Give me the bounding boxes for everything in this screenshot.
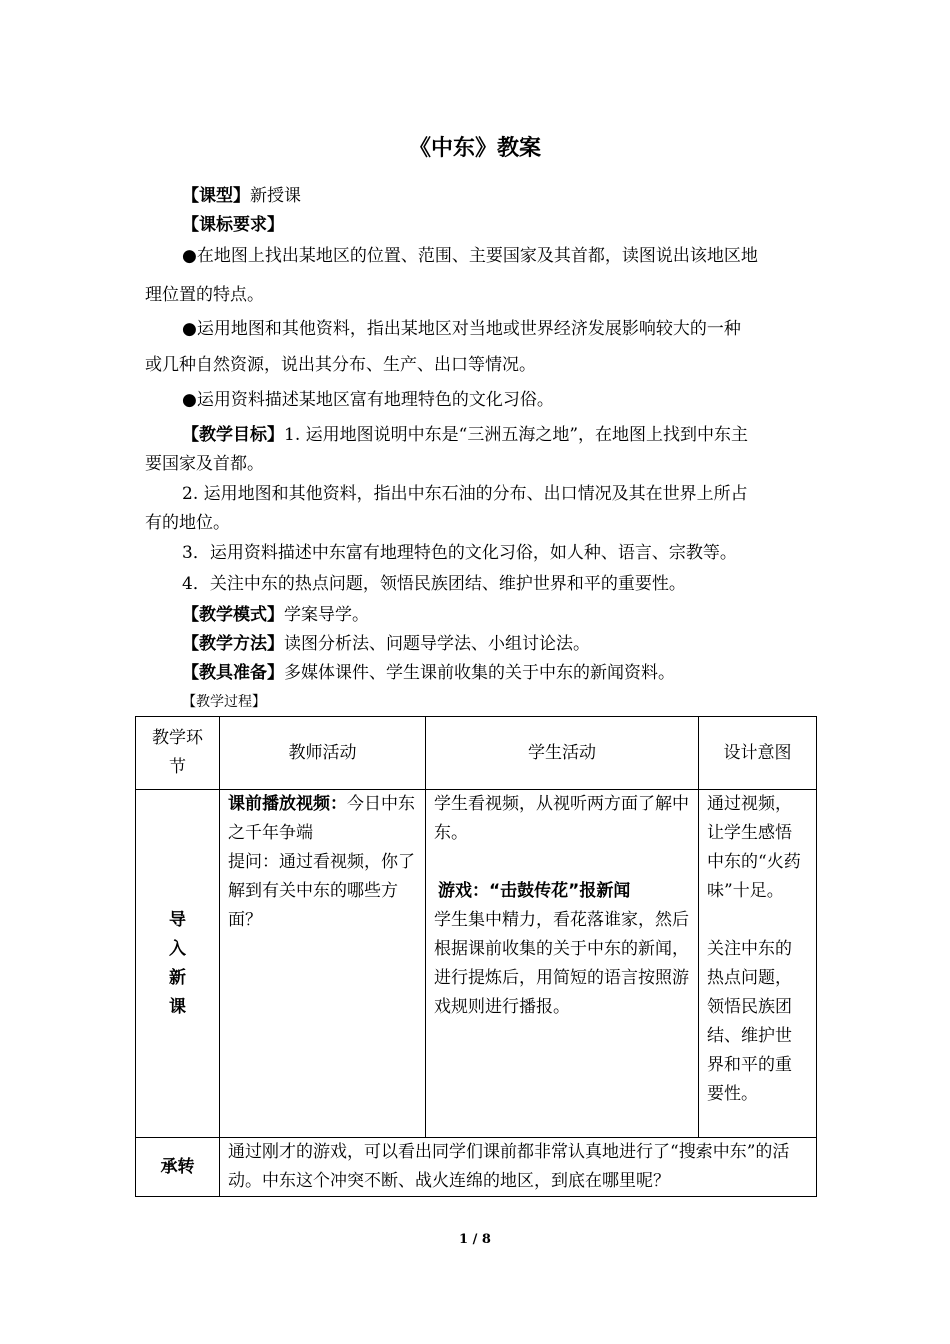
standard-3: ●运用资料描述某地区富有地理特色的文化习俗。	[182, 390, 554, 410]
header-stage	[136, 717, 220, 790]
student-activity-cell	[426, 790, 699, 1138]
teacher-activity-cell	[220, 790, 426, 1138]
header-teacher: 教师活动	[220, 717, 426, 790]
stage-cell-transition	[136, 1138, 220, 1197]
student-activity-3: 根据课前收集的关于中东的新闻，进行提炼后，用简短的语言按照游戏规则进行播报。	[434, 939, 689, 1017]
teaching-mode	[182, 603, 369, 627]
teaching-method-label: 【教学方法】	[182, 634, 284, 654]
table-row	[136, 1138, 817, 1197]
table-header-row	[136, 717, 817, 790]
goal-3: 3．运用资料描述中东富有地理特色的文化习俗，如人种、语言、宗教等。	[182, 543, 737, 563]
transition-text-cell: 通过刚才的游戏，可以看出同学们课前都非常认真地进行了“搜索中东”的活动。中东这个冲突不断、战火连绵的地区，到底在哪里呢？	[220, 1138, 817, 1197]
goal-2b: 有的地位。	[145, 513, 230, 533]
teacher-video-label: 课前播放视频：	[228, 794, 347, 814]
student-game-title: 游戏：“击鼓传花”报新闻	[438, 881, 631, 901]
goal-1a	[182, 423, 748, 447]
teaching-tools-value: 多媒体课件、学生课前收集的关于中东的新闻资料。	[284, 663, 675, 683]
header-design: 设计意图	[699, 717, 817, 790]
goal-4: 4．关注中东的热点问题，领悟民族团结、维护世界和平的重要性。	[182, 574, 686, 594]
goal-1b: 要国家及首都。	[145, 454, 264, 474]
teacher-question: 提问：通过看视频，你了解到有关中东的哪些方面？	[228, 852, 415, 930]
stage-char: 入	[169, 938, 186, 959]
stage-char: 导	[169, 909, 186, 930]
teaching-tools-label: 【教具准备】	[182, 663, 284, 683]
header-stage-line1: 教学环	[152, 728, 203, 748]
standard-2a: ●运用地图和其他资料，指出某地区对当地或世界经济发展影响较大的一种	[182, 319, 741, 339]
teaching-method-value: 读图分析法、问题导学法、小组讨论法。	[284, 634, 590, 654]
design-intent-1: 通过视频，让学生感悟中东的“火药味”十足。	[707, 794, 801, 901]
header-stage-line2: 节	[169, 757, 186, 777]
teaching-tools	[182, 661, 675, 685]
teacher-video	[228, 790, 417, 848]
table-row	[136, 790, 817, 1138]
lesson-table	[135, 716, 817, 1197]
curriculum-standard-label: 【课标要求】	[182, 215, 284, 235]
teaching-goal-label: 【教学目标】	[182, 425, 284, 445]
stage-intro-vertical	[167, 906, 189, 1022]
standard-1b: 理位置的特点。	[145, 285, 264, 305]
goal-1a-text: 1. 运用地图说明中东是“三洲五海之地”，在地图上找到中东主	[284, 425, 749, 445]
student-activity-2: 学生集中精力，看花落谁家，然后	[434, 910, 689, 930]
stage-cell-intro	[136, 790, 220, 1138]
stage-char: 课	[169, 996, 186, 1017]
goal-2a: 2. 运用地图和其他资料，指出中东石油的分布、出口情况及其在世界上所占	[182, 484, 748, 504]
teaching-method	[182, 632, 590, 656]
page-title: 《中东》教案	[408, 136, 541, 161]
teaching-process-label: 【教学过程】	[182, 694, 266, 710]
design-intent-2: 关注中东的热点问题，领悟民族团结、维护世界和平的重要性。	[707, 939, 792, 1104]
teaching-mode-label: 【教学模式】	[182, 605, 284, 625]
teacher-video-title: 今日中东之千年争端	[228, 794, 415, 843]
stage-transition-label: 承转	[160, 1156, 195, 1177]
lesson-type	[182, 184, 301, 208]
lesson-type-value: 新授课	[250, 186, 301, 206]
stage-char: 新	[169, 967, 186, 988]
header-student: 学生活动	[426, 717, 699, 790]
lesson-type-label: 【课型】	[182, 186, 250, 206]
standard-2b: 或几种自然资源，说出其分布、生产、出口等情况。	[145, 355, 536, 375]
page-number: 1 / 8	[459, 1232, 491, 1247]
student-activity-1: 学生看视频，从视听两方面了解中东。	[434, 794, 689, 843]
standard-1a: ●在地图上找出某地区的位置、范围、主要国家及其首都，读图说出该地区地	[182, 246, 758, 266]
design-intent-cell	[699, 790, 817, 1138]
teaching-mode-value: 学案导学。	[284, 605, 369, 625]
